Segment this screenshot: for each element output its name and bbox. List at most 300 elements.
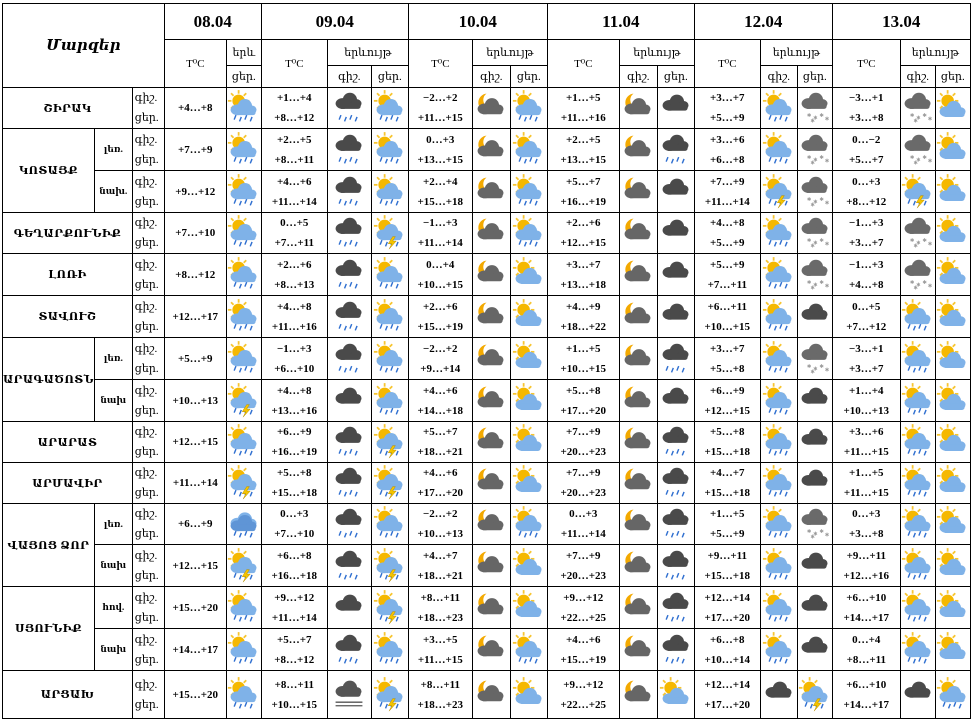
sun-cloud-thunder-icon	[798, 677, 832, 713]
night-temperature: +4…+9	[566, 300, 601, 313]
night-temperature: −1…+3	[277, 342, 312, 355]
night-temperature: +3…+6	[849, 426, 884, 438]
night-label: գիշ.	[134, 92, 158, 104]
night-header: գիշ.	[900, 66, 935, 88]
night-temperature: +12…+17	[172, 310, 219, 323]
day-header: ցեր.	[657, 66, 694, 88]
dark-cloud-icon	[659, 215, 693, 251]
night-temperature: 0…+3	[852, 508, 881, 520]
weather-cell	[510, 671, 547, 719]
weather-cell	[935, 422, 970, 463]
weather-cell	[657, 296, 694, 338]
day-temperature: +13…+18	[560, 278, 607, 291]
svg-text:✱: ✱	[913, 243, 918, 250]
temperature-cell	[547, 88, 619, 129]
temperature-cell	[261, 129, 327, 171]
dark-cloud-icon	[798, 590, 832, 626]
weather-header: երևույթ	[472, 40, 547, 66]
day-temperature: +12…+15	[704, 404, 751, 417]
sun-cloud-rain-icon	[901, 341, 935, 377]
weather-cell	[935, 338, 970, 380]
night-day-label	[132, 422, 164, 463]
night-temperature: +5…+7	[277, 633, 312, 646]
sun-cloud-rain-icon	[936, 677, 970, 713]
weather-cell	[226, 422, 261, 463]
weather-cell	[760, 422, 797, 463]
sun-cloud-icon	[512, 257, 546, 293]
day-temperature: +5…+8	[710, 362, 745, 375]
svg-text:✱: ✱	[813, 366, 818, 373]
temperature-cell	[164, 296, 226, 338]
svg-text:✱: ✱	[922, 279, 927, 286]
cloud-rain-icon	[227, 506, 261, 542]
temperature-cell	[261, 88, 327, 129]
weather-cell	[510, 463, 547, 504]
svg-text:✱: ✱	[810, 243, 815, 250]
night-temperature: +3…+7	[710, 342, 745, 355]
day-temperature: +11…+14	[271, 195, 317, 208]
sun-cloud-rain-icon	[762, 632, 796, 668]
night-label: գիշ.	[134, 426, 158, 438]
night-label: գիշ.	[134, 217, 158, 229]
snow-cloud-icon	[798, 257, 832, 293]
temperature-cell	[832, 338, 900, 380]
dark-cloud-icon	[762, 677, 796, 713]
weather-cell	[472, 88, 510, 129]
sun-cloud-icon	[512, 465, 546, 501]
night-temperature: +10…+13	[172, 394, 219, 407]
weather-header: երևույթ	[619, 40, 694, 66]
temperature-cell	[694, 338, 760, 380]
sun-cloud-rain-icon	[512, 174, 546, 210]
night-temperature: +15…+20	[172, 601, 219, 614]
night-temperature: 0…+3	[280, 508, 309, 520]
weather-cell	[900, 463, 935, 504]
temperature-cell	[408, 296, 472, 338]
date-header: 10.04	[408, 4, 547, 40]
weather-cell	[371, 254, 408, 296]
day-label: ցեր.	[134, 195, 159, 208]
sun-cloud-thunder-icon	[227, 383, 261, 419]
temperature-cell	[832, 422, 900, 463]
region-name: ԼՈՌԻ	[3, 254, 133, 296]
dark-cloud-rain-icon	[659, 465, 693, 501]
weather-cell	[510, 171, 547, 213]
weather-cell	[472, 422, 510, 463]
weather-cell	[797, 254, 832, 296]
zone-label: նախ	[94, 629, 132, 671]
night-temperature: −1…+3	[849, 217, 884, 229]
night-temperature: −3…+1	[849, 92, 884, 104]
moon-cloud-icon	[621, 299, 655, 335]
sun-cloud-icon	[936, 548, 970, 584]
day-temperature: +8…+11	[274, 153, 315, 166]
sun-cloud-icon	[936, 424, 970, 460]
day-temperature: +11…+15	[843, 446, 889, 458]
day-temperature: +13…+15	[417, 153, 464, 166]
temperature-cell	[164, 338, 226, 380]
temperature-cell	[694, 671, 760, 719]
weather-cell	[760, 504, 797, 545]
night-day-label	[132, 296, 164, 338]
moon-cloud-icon	[474, 341, 508, 377]
weather-cell	[619, 171, 657, 213]
weather-cell	[619, 587, 657, 629]
sun-cloud-rain-icon	[901, 299, 935, 335]
weather-cell	[226, 129, 261, 171]
svg-text:✱: ✱	[927, 283, 933, 290]
day-temperature: +18…+23	[417, 611, 464, 624]
day-temperature: +11…+15	[843, 487, 889, 499]
day-temperature: +15…+18	[704, 487, 751, 499]
temperature-cell	[694, 171, 760, 213]
dark-cloud-icon	[659, 257, 693, 293]
svg-text:✱: ✱	[819, 154, 824, 161]
moon-cloud-icon	[621, 632, 655, 668]
night-temperature: +5…+8	[277, 467, 312, 479]
sun-cloud-thunder-icon	[373, 548, 407, 584]
weather-cell	[510, 88, 547, 129]
dark-cloud-icon	[659, 90, 693, 126]
svg-text:✱: ✱	[824, 200, 830, 207]
weather-cell	[371, 380, 408, 422]
temperature-cell	[694, 380, 760, 422]
night-temperature: 0…+4	[852, 633, 881, 646]
temperature-cell	[694, 504, 760, 545]
weather-cell	[226, 338, 261, 380]
sun-cloud-icon	[936, 383, 970, 419]
sun-cloud-icon	[936, 90, 970, 126]
weather-cell	[657, 587, 694, 629]
weather-cell	[472, 213, 510, 254]
night-temperature: +3…+6	[710, 133, 745, 146]
day-temperature: +5…+9	[710, 528, 745, 540]
sun-cloud-rain-icon	[901, 590, 935, 626]
svg-text:✱: ✱	[819, 528, 824, 535]
temperature-cell	[408, 380, 472, 422]
moon-cloud-icon	[621, 90, 655, 126]
temperature-cell	[408, 463, 472, 504]
night-day-label	[132, 671, 164, 719]
weather-cell	[760, 171, 797, 213]
region-row	[3, 338, 971, 380]
weather-cell	[472, 171, 510, 213]
day-label: ցեր.	[134, 237, 159, 249]
weather-cell	[657, 463, 694, 504]
weather-cell	[760, 88, 797, 129]
temp-header: T⁰C	[408, 40, 472, 88]
day-temperature: +7…+11	[274, 237, 315, 249]
dark-cloud-rain-icon	[659, 506, 693, 542]
night-temperature: +3…+7	[566, 258, 601, 271]
weather-cell	[371, 504, 408, 545]
svg-text:✱: ✱	[806, 363, 812, 370]
temperature-cell	[408, 213, 472, 254]
temperature-cell	[832, 171, 900, 213]
night-temperature: +1…+5	[710, 508, 745, 520]
sun-cloud-rain-icon	[373, 632, 407, 668]
sun-cloud-rain-icon	[901, 465, 935, 501]
sun-cloud-icon	[512, 677, 546, 713]
temperature-cell	[261, 254, 327, 296]
sun-cloud-rain-icon	[901, 632, 935, 668]
temperature-cell	[832, 129, 900, 171]
region-row	[3, 213, 971, 254]
night-day-label	[132, 380, 164, 422]
svg-text:✱: ✱	[824, 116, 830, 123]
day-temperature: +4…+8	[849, 278, 884, 291]
svg-text:✱: ✱	[909, 112, 915, 119]
day-temperature: +11…+15	[417, 653, 463, 666]
weather-cell	[472, 463, 510, 504]
sun-cloud-rain-icon	[512, 506, 546, 542]
weather-cell	[226, 296, 261, 338]
temperature-cell	[261, 213, 327, 254]
sun-cloud-rain-icon	[762, 215, 796, 251]
weather-cell	[797, 296, 832, 338]
day-temperature: +11…+14	[271, 611, 317, 624]
snow-cloud-icon	[798, 174, 832, 210]
temperature-cell	[694, 254, 760, 296]
weather-cell	[619, 296, 657, 338]
dark-cloud-rain-icon	[332, 632, 366, 668]
weather-cell	[510, 213, 547, 254]
night-temperature: +1…+5	[566, 92, 601, 104]
day-temperature: +10…+15	[560, 362, 607, 375]
temperature-cell	[408, 254, 472, 296]
weather-cell	[900, 671, 935, 719]
temperature-cell	[261, 422, 327, 463]
weather-cell	[371, 422, 408, 463]
region-row	[3, 88, 971, 129]
weather-cell	[760, 296, 797, 338]
sun-cloud-rain-icon	[373, 299, 407, 335]
weather-cell	[760, 671, 797, 719]
temperature-cell	[164, 629, 226, 671]
weather-cell	[371, 463, 408, 504]
night-temperature: +12…+15	[172, 559, 219, 572]
day-label: ցեր.	[134, 528, 159, 540]
svg-text:✱: ✱	[810, 201, 815, 208]
weather-cell	[935, 671, 970, 719]
night-label: գիշ.	[134, 342, 158, 355]
weather-cell	[327, 545, 371, 587]
weather-cell	[510, 422, 547, 463]
day-temperature: +20…+23	[560, 487, 607, 499]
snow-cloud-icon	[901, 215, 935, 251]
day-temperature: +8…+12	[274, 112, 315, 124]
zone-label: հով.	[94, 587, 132, 629]
svg-text:✱: ✱	[806, 237, 812, 244]
night-temperature: +8…+12	[175, 268, 216, 281]
day-temperature: +10…+13	[843, 404, 890, 417]
weather-cell	[510, 338, 547, 380]
day-temperature: +11…+15	[417, 112, 463, 124]
night-temperature: 0…+3	[569, 508, 598, 520]
date-header: 08.04	[164, 4, 261, 40]
dark-cloud-rain-icon	[332, 424, 366, 460]
weather-cell	[472, 380, 510, 422]
temperature-cell	[832, 296, 900, 338]
temperature-cell	[547, 422, 619, 463]
day-temperature: +11…+16	[271, 320, 317, 333]
night-header: գիշ.	[327, 66, 371, 88]
weather-cell	[472, 129, 510, 171]
weather-cell	[472, 296, 510, 338]
day-label: ցեր.	[134, 653, 159, 666]
region-row	[3, 296, 971, 338]
temperature-cell	[164, 504, 226, 545]
svg-text:✱: ✱	[913, 118, 918, 125]
temperature-cell	[164, 254, 226, 296]
dark-cloud-icon	[332, 383, 366, 419]
temperature-cell	[547, 629, 619, 671]
weather-cell	[371, 671, 408, 719]
sun-cloud-rain-icon	[227, 590, 261, 626]
sun-cloud-icon	[936, 299, 970, 335]
day-temperature: +8…+11	[846, 653, 887, 666]
weather-cell	[226, 629, 261, 671]
temperature-cell	[164, 380, 226, 422]
weather-cell	[371, 213, 408, 254]
night-temperature: +1…+5	[849, 467, 884, 479]
day-temperature: +12…+15	[560, 237, 607, 249]
day-temperature: +18…+23	[417, 698, 464, 711]
weather-cell	[371, 338, 408, 380]
night-header: գիշ.	[472, 66, 510, 88]
weather-cell	[797, 129, 832, 171]
sun-cloud-rain-icon	[762, 548, 796, 584]
temperature-cell	[832, 629, 900, 671]
night-temperature: +6…+9	[710, 384, 745, 397]
temperature-cell	[832, 88, 900, 129]
region-name: ՇԻՐԱԿ	[3, 88, 133, 129]
sun-cloud-thunder-icon	[227, 465, 261, 501]
dark-cloud-rain-icon	[332, 506, 366, 542]
temperature-cell	[261, 504, 327, 545]
sun-cloud-icon	[936, 257, 970, 293]
weather-cell	[797, 504, 832, 545]
sun-cloud-thunder-icon	[373, 677, 407, 713]
weather-cell	[760, 463, 797, 504]
weather-cell	[327, 171, 371, 213]
weather-cell	[900, 296, 935, 338]
sun-cloud-icon	[512, 548, 546, 584]
temperature-cell	[694, 296, 760, 338]
dark-cloud-rain-icon	[332, 132, 366, 168]
snow-cloud-icon	[901, 132, 935, 168]
night-label: գիշ.	[134, 549, 158, 562]
svg-text:✱: ✱	[819, 279, 824, 286]
night-temperature: −2…+2	[423, 508, 458, 520]
night-temperature: +4…+6	[423, 467, 458, 479]
svg-text:✱: ✱	[913, 284, 918, 291]
sun-cloud-rain-icon	[901, 383, 935, 419]
night-temperature: +6…+11	[707, 300, 748, 313]
night-temperature: +5…+7	[423, 426, 458, 438]
weather-cell	[226, 213, 261, 254]
day-temperature: +3…+7	[849, 237, 884, 249]
night-temperature: +4…+7	[423, 549, 458, 562]
sun-cloud-rain-icon	[227, 132, 261, 168]
zone-label: լեռ.	[94, 504, 132, 545]
weather-cell	[327, 338, 371, 380]
night-label: գիշ.	[134, 384, 158, 397]
dark-cloud-rain-icon	[332, 465, 366, 501]
weather-cell	[935, 213, 970, 254]
temperature-cell	[694, 463, 760, 504]
temperature-cell	[832, 463, 900, 504]
night-temperature: 0…+3	[852, 175, 881, 188]
moon-cloud-icon	[474, 90, 508, 126]
night-day-label	[132, 88, 164, 129]
svg-text:✱: ✱	[806, 154, 812, 161]
night-temperature: +5…+9	[178, 352, 213, 365]
sun-cloud-icon	[512, 383, 546, 419]
night-temperature: +4…+6	[566, 633, 601, 646]
svg-text:✱: ✱	[909, 154, 915, 161]
dark-cloud-rain-icon	[332, 341, 366, 377]
temperature-cell	[261, 545, 327, 587]
dark-cloud-rain-icon	[332, 257, 366, 293]
night-header: գիշ.	[619, 66, 657, 88]
weather-cell	[657, 504, 694, 545]
temperature-cell	[408, 338, 472, 380]
day-temperature: +13…+16	[271, 404, 318, 417]
night-temperature: 0…−2	[852, 133, 881, 146]
weather-cell	[472, 338, 510, 380]
region-name: ԱՐՄԱՎԻՐ	[3, 463, 133, 504]
day-temperature: +17…+20	[560, 404, 607, 417]
day-header: ցեր.	[226, 66, 261, 88]
temperature-cell	[164, 422, 226, 463]
weather-cell	[371, 587, 408, 629]
svg-text:✱: ✱	[824, 283, 830, 290]
weather-cell	[371, 171, 408, 213]
sun-cloud-thunder-icon	[901, 174, 935, 210]
region-row	[3, 545, 971, 587]
temperature-cell	[694, 587, 760, 629]
day-temperature: +22…+25	[560, 611, 607, 624]
weather-cell	[900, 171, 935, 213]
weather-cell	[371, 129, 408, 171]
weather-cell	[797, 338, 832, 380]
day-temperature: +10…+15	[271, 698, 318, 711]
dark-cloud-rain-icon	[332, 90, 366, 126]
sun-cloud-icon	[936, 132, 970, 168]
night-temperature: +2…+4	[423, 175, 458, 188]
night-temperature: +9…+12	[563, 678, 604, 691]
night-temperature: +4…+8	[277, 300, 312, 313]
night-temperature: +7…+9	[566, 467, 601, 479]
night-temperature: 0…+3	[426, 133, 455, 146]
sun-cloud-rain-icon	[227, 341, 261, 377]
weather-cell	[935, 587, 970, 629]
day-label: ցեր.	[134, 278, 159, 291]
temperature-cell	[164, 171, 226, 213]
weather-cell	[472, 587, 510, 629]
day-label: ցեր.	[134, 320, 159, 333]
night-temperature: +9…+11	[707, 549, 748, 562]
day-temperature: +7…+12	[846, 320, 887, 333]
weather-cell	[619, 463, 657, 504]
dark-cloud-icon	[798, 383, 832, 419]
svg-text:✱: ✱	[810, 284, 815, 291]
sun-cloud-rain-icon	[762, 132, 796, 168]
weather-cell	[900, 213, 935, 254]
weather-cell	[619, 545, 657, 587]
moon-cloud-icon	[474, 465, 508, 501]
